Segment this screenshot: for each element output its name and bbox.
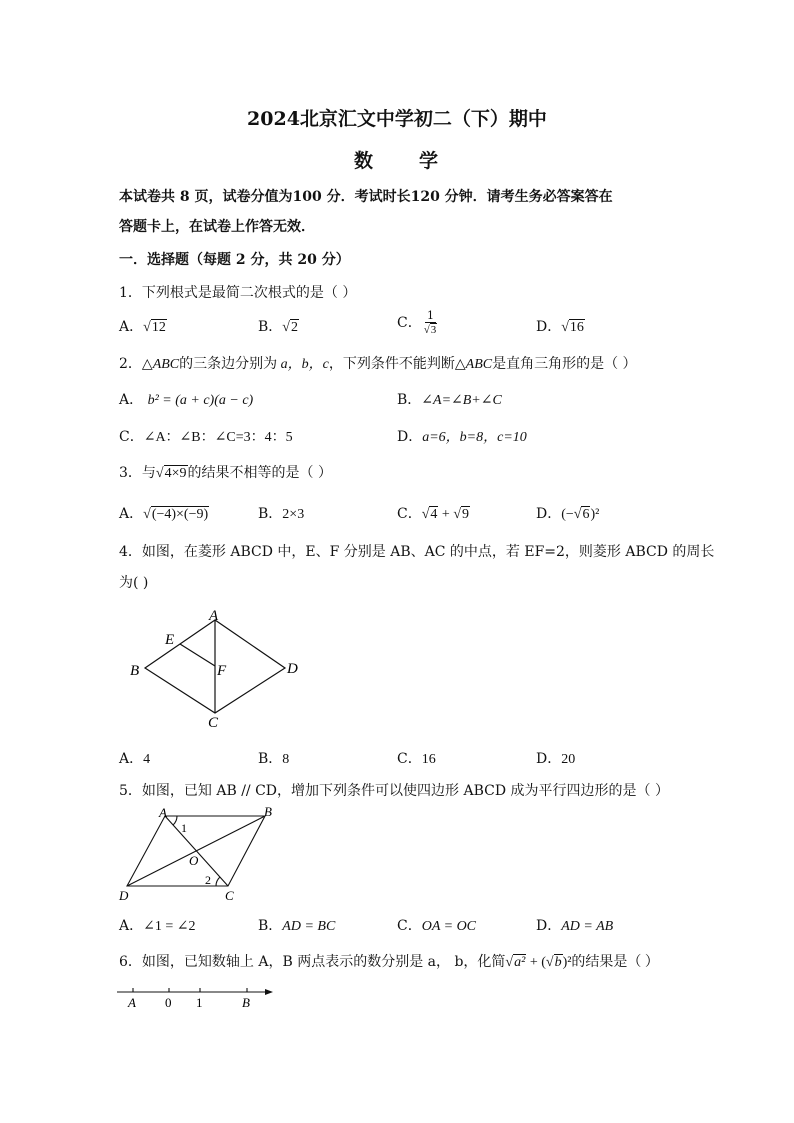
parallelogram-figure	[112, 803, 292, 903]
question-6-stem: 6．如图，已知数轴上 A，B 两点表示的数分别是 a， b，化简√a² + (√b)²的结果是（ ）	[119, 954, 659, 970]
label-e: E	[165, 632, 175, 648]
radicand: 12	[151, 320, 166, 335]
rhombus-figure	[120, 600, 320, 735]
q4-option-c[interactable]: C．16	[397, 751, 436, 767]
page-title: 2024北京汇文中学初二（下）期中	[247, 108, 547, 130]
option-label: C．	[397, 315, 422, 331]
label-c: C	[225, 888, 234, 903]
fraction: $\frac{1}{√3}$	[423, 309, 437, 336]
label-b: B	[242, 995, 250, 1010]
label-a: A	[159, 805, 167, 820]
label-a: A	[128, 995, 136, 1010]
subject-char-1: 数	[353, 150, 375, 172]
section-title: 一．选择题（每题 2 分，共 20 分）	[119, 252, 350, 268]
subject-char-2: 学	[419, 150, 441, 172]
option-label: B．	[258, 319, 283, 335]
question-5-stem: 5．如图，已知 AB // CD，增加下列条件可以使四边形 ABCD 成为平行四边形的是（ ）	[119, 783, 669, 799]
numerator: 1	[426, 309, 434, 322]
question-3-stem: 3．与√4×9的结果不相等的是（ ）	[119, 465, 332, 481]
label-b: B	[264, 804, 272, 819]
option-label: A．	[119, 319, 144, 335]
q2-option-c[interactable]: C．∠A：∠B：∠C=3：4：5	[119, 429, 293, 445]
angle-2-arc	[216, 877, 220, 886]
angle-1-arc	[173, 816, 177, 825]
q3-option-a[interactable]: A．√(−4)×(−9)	[119, 506, 209, 522]
diagonal-bd	[127, 816, 265, 886]
question-2-stem: 2．△ABC的三条边分别为 a，b，c，下列条件不能判断△ABC是直角三角形的是（ ）	[119, 356, 637, 372]
segment-ef	[180, 644, 215, 666]
question-1-stem: 1．下列根式是最简二次根式的是（ ）	[119, 285, 357, 301]
q4-option-d[interactable]: D．20	[536, 751, 576, 767]
label-a: A	[209, 608, 219, 624]
denominator-radicand: 3	[430, 324, 437, 336]
q5-option-c[interactable]: C．OA = OC	[397, 918, 477, 934]
exam-note-line-1: 本试卷共 8 页，试卷分值为100 分．考试时长120 分钟．请考生务必答案答在	[119, 189, 613, 205]
label-one: 1	[196, 995, 203, 1010]
q4-option-b[interactable]: B．8	[258, 751, 290, 767]
label-f: F	[217, 663, 227, 679]
q5-option-a[interactable]: A．∠1 = ∠2	[119, 918, 196, 934]
radicand: 16	[569, 320, 584, 335]
q5-option-d[interactable]: D．AD = AB	[536, 918, 614, 934]
label-d: D	[287, 661, 298, 677]
q3-option-b[interactable]: B．2×3	[258, 506, 305, 522]
subject-heading	[0, 146, 794, 173]
q1-option-d[interactable]: D．√16	[536, 319, 584, 335]
radicand: 2	[290, 320, 298, 335]
label-angle-2: 2	[205, 873, 211, 887]
q5-option-b[interactable]: B．AD = BC	[258, 918, 336, 934]
q2-option-d[interactable]: D．a=6，b=8，c=10	[397, 429, 527, 445]
label-b: B	[130, 663, 140, 679]
label-d: D	[119, 888, 129, 903]
label-angle-1: 1	[181, 821, 187, 835]
q3-option-d[interactable]: D．(−√6)²	[536, 506, 600, 522]
arrow-icon	[265, 989, 273, 995]
question-4-stem-line-1: 4．如图，在菱形 ABCD 中，E、F 分别是 AB、AC 的中点，若 EF=2，则菱形 ABCD 的周长	[119, 544, 715, 560]
number-line-figure	[115, 982, 285, 1012]
label-o: O	[189, 853, 199, 868]
label-zero: 0	[165, 995, 172, 1010]
q2-option-a[interactable]: A． b² = (a + c)(a − c)	[119, 392, 254, 408]
q1-option-b[interactable]: B．√2	[258, 319, 298, 335]
q3-option-c[interactable]: C．√4 + √9	[397, 506, 469, 522]
exam-note-line-2: 答题卡上，在试卷上作答无效．	[119, 219, 315, 235]
q1-option-c[interactable]	[397, 309, 437, 337]
question-4-stem-line-2: 为( )	[119, 575, 149, 591]
option-label: D．	[536, 319, 562, 335]
label-c: C	[208, 715, 219, 731]
q1-option-a[interactable]: A．√12	[119, 319, 166, 335]
q2-option-b[interactable]: B．∠A=∠B+∠C	[397, 392, 502, 408]
q4-option-a[interactable]: A．4	[119, 751, 151, 767]
